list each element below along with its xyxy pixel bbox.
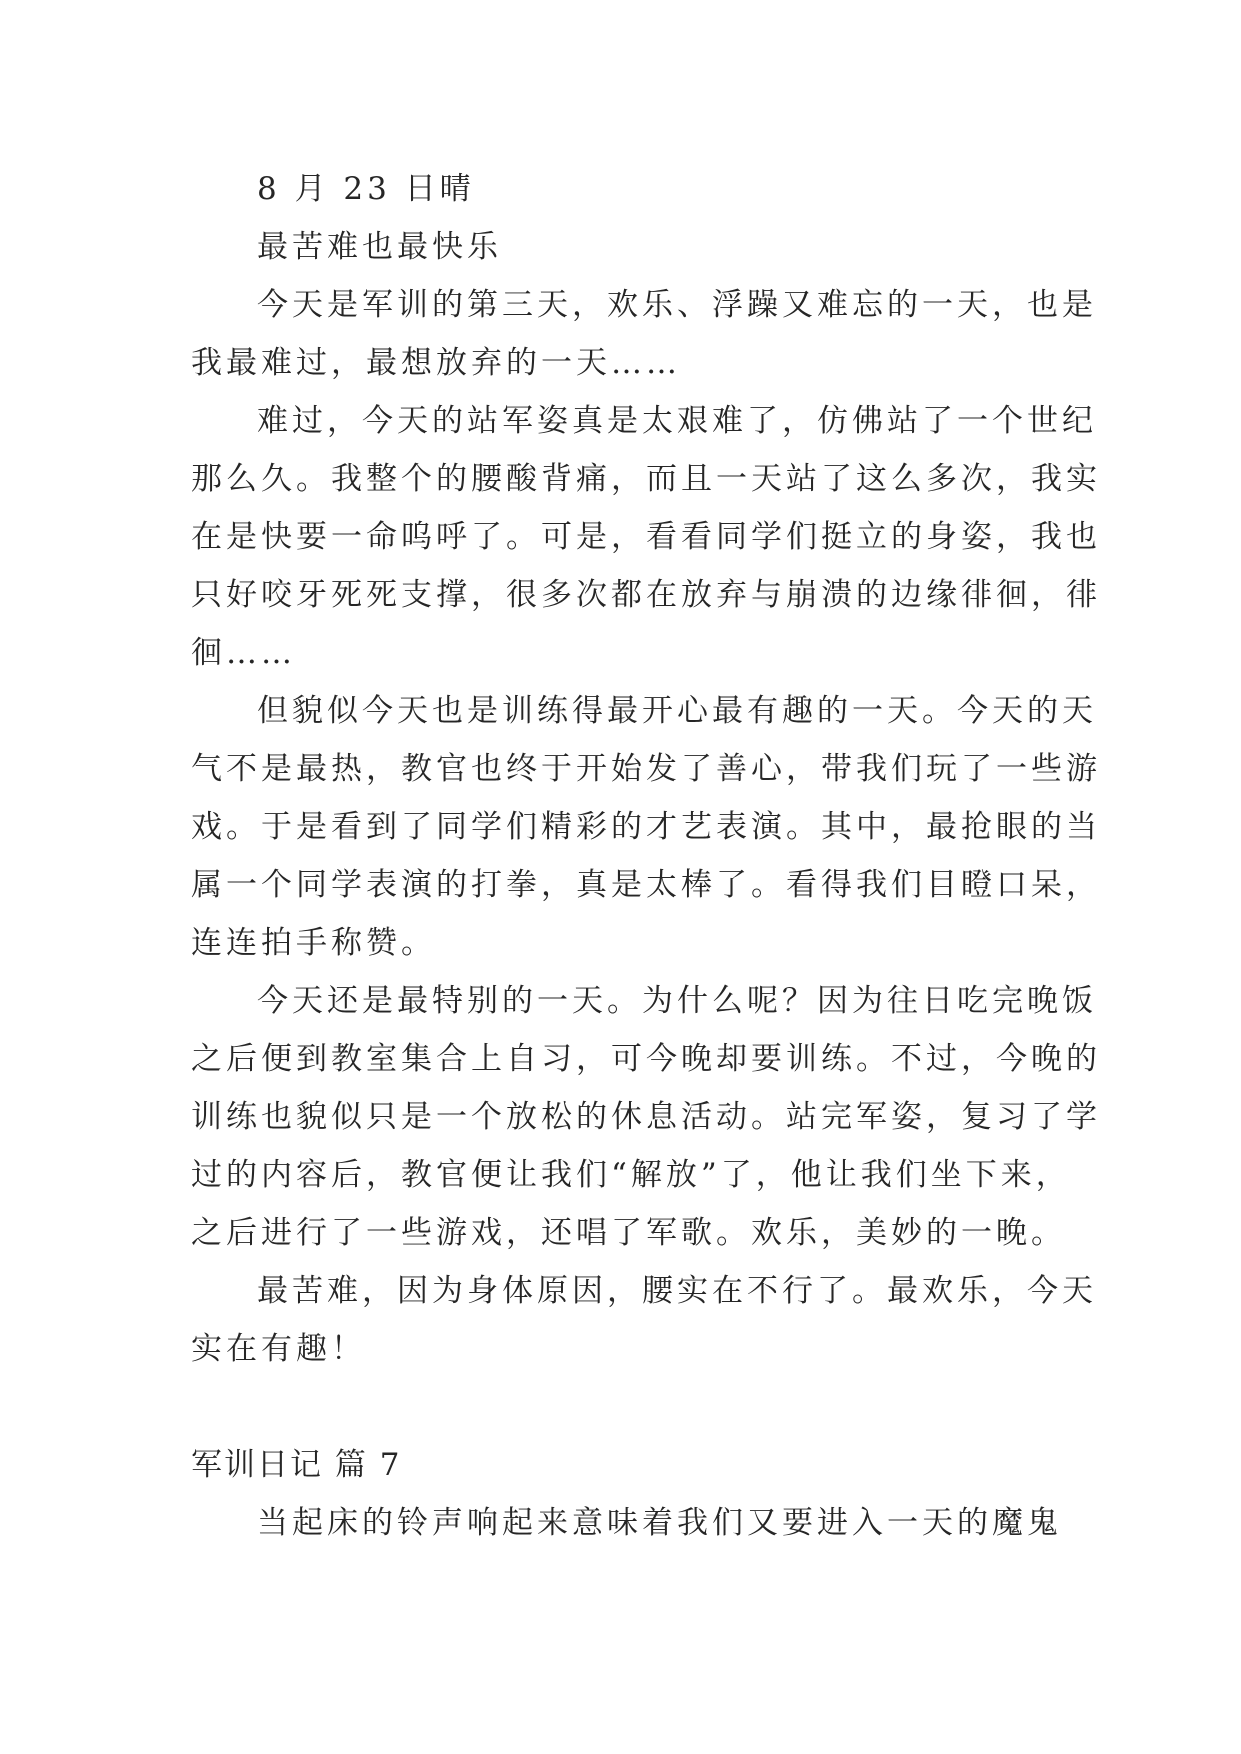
paragraph-line: 今天是军训的第三天，欢乐、浮躁又难忘的一天，也是 [257, 287, 1097, 323]
paragraph-line: 过的内容后，教官便让我们“解放”了，他让我们坐下来， [191, 1157, 1071, 1193]
paragraph-line: 只好咬牙死死支撑，很多次都在放弃与崩溃的边缘徘徊，徘 [191, 577, 1101, 613]
paragraph-line: 难过，今天的站军姿真是太艰难了，仿佛站了一个世纪 [257, 403, 1097, 439]
paragraph [191, 972, 1101, 1262]
paragraph-line: 训练也貌似只是一个放松的休息活动。站完军姿，复习了学 [191, 1099, 1101, 1135]
paragraph-line: 最苦难，因为身体原因，腰实在不行了。最欢乐，今天 [257, 1273, 1097, 1309]
paragraph-line: 在是快要一命呜呼了。可是，看看同学们挺立的身姿，我也 [191, 519, 1101, 555]
paragraph-line: 属一个同学表演的打拳，真是太棒了。看得我们目瞪口呆， [191, 867, 1101, 903]
paragraph-line: 我最难过，最想放弃的一天…… [191, 345, 681, 381]
date-line: 8 月 23 日晴 [257, 171, 475, 207]
paragraph [191, 682, 1101, 972]
document-body [191, 160, 1101, 1552]
paragraph [191, 392, 1101, 682]
paragraph [191, 1262, 1097, 1378]
paragraph-line: 之后进行了一些游戏，还唱了军歌。欢乐，美妙的一晚。 [191, 1215, 1066, 1251]
paragraph-line: 当起床的铃声响起来意味着我们又要进入一天的魔鬼 [257, 1505, 1062, 1541]
paragraph-line: 之后便到教室集合上自习，可今晚却要训练。不过，今晚的 [191, 1041, 1101, 1077]
paragraph-line: 今天还是最特别的一天。为什么呢？因为往日吃完晚饭 [257, 983, 1097, 1019]
paragraph-line: 但貌似今天也是训练得最开心最有趣的一天。今天的天 [257, 693, 1097, 729]
paragraph-line: 气不是最热，教官也终于开始发了善心，带我们玩了一些游 [191, 751, 1101, 787]
diary-title: 最苦难也最快乐 [257, 229, 502, 265]
paragraph-line: 徊…… [191, 635, 296, 671]
paragraph-line: 实在有趣！ [191, 1331, 366, 1367]
section-heading: 军训日记 篇 7 [191, 1447, 402, 1483]
blank-line [191, 1378, 1061, 1436]
paragraph-line: 连连拍手称赞。 [191, 925, 436, 961]
paragraph-line: 那么久。我整个的腰酸背痛，而且一天站了这么多次，我实 [191, 461, 1101, 497]
paragraph-line: 戏。于是看到了同学们精彩的才艺表演。其中，最抢眼的当 [191, 809, 1101, 845]
paragraph [191, 276, 1097, 392]
